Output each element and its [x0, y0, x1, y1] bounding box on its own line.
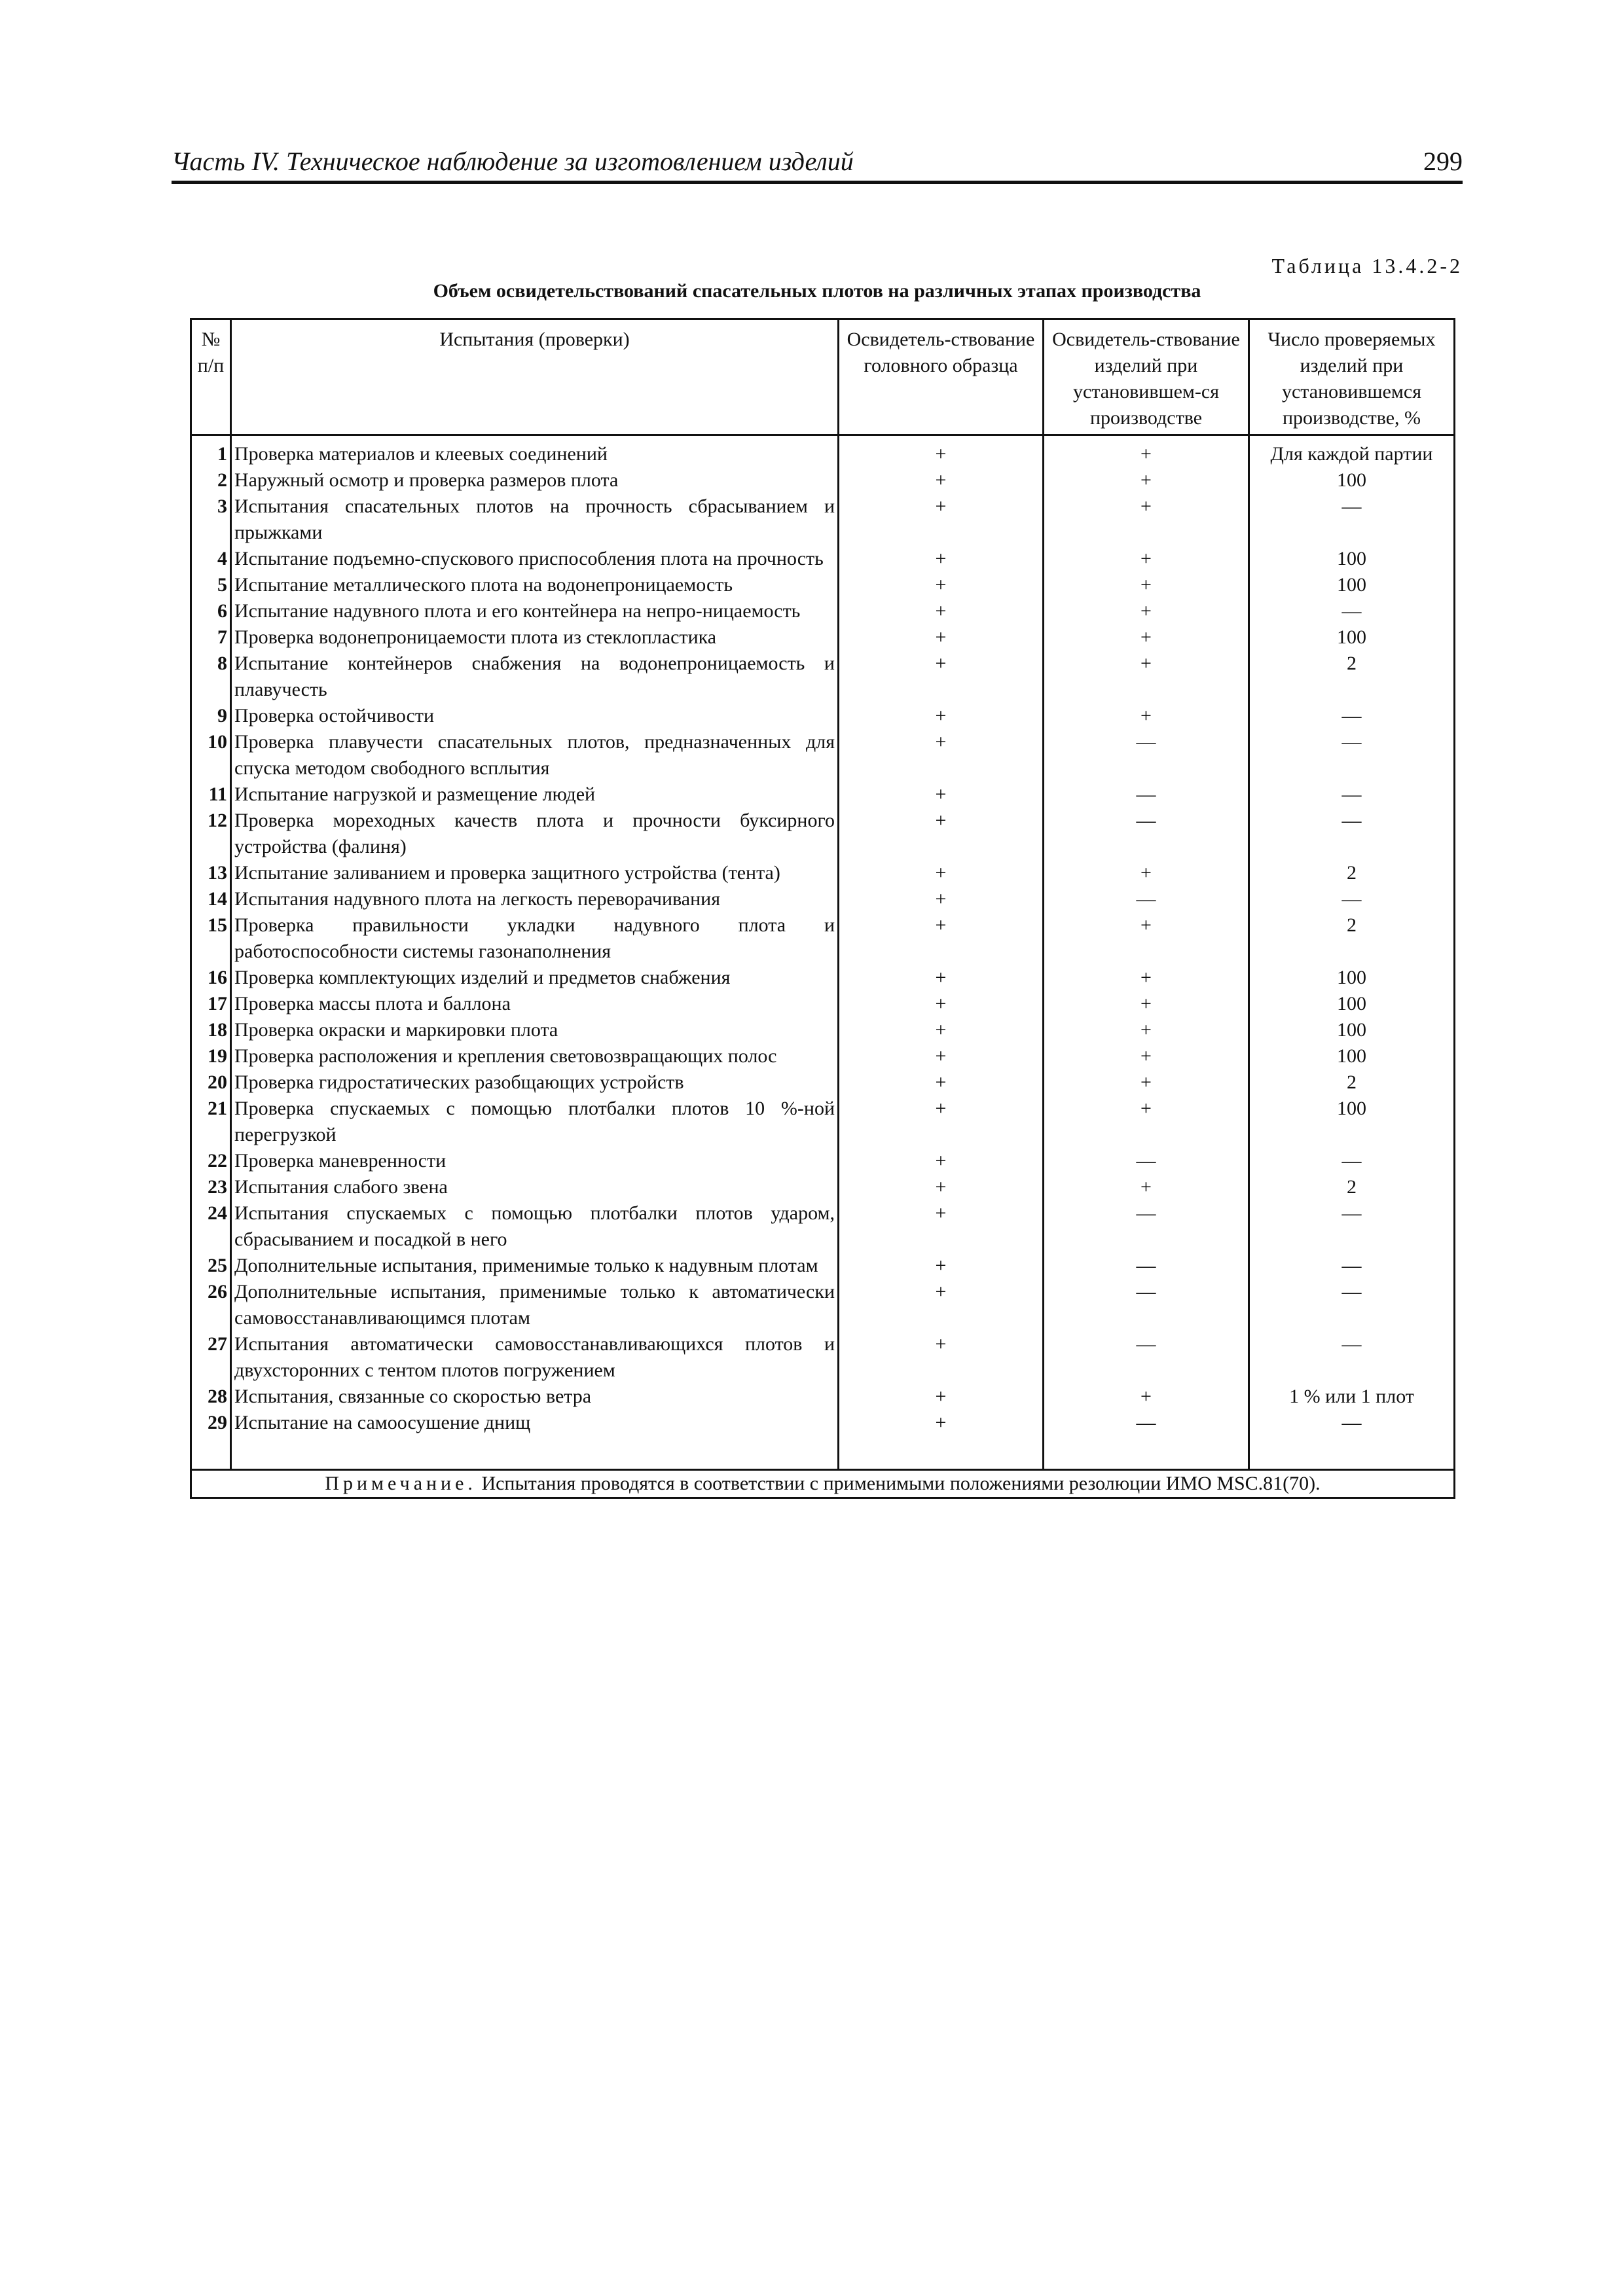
serial-mark: + [1044, 467, 1249, 493]
inspected-count: — [1249, 808, 1455, 860]
serial-mark: + [1044, 703, 1249, 729]
inspected-count: 2 [1249, 651, 1455, 703]
prototype-mark: + [839, 1043, 1044, 1069]
running-title: Часть IV. Техническое наблюдение за изготовлением изделий [172, 147, 854, 176]
table-row [191, 572, 1455, 598]
serial-mark: — [1044, 808, 1249, 860]
row-number: 25 [191, 1253, 231, 1279]
test-name: Испытание заливанием и проверка защитного устройства (тента) [231, 860, 839, 886]
test-name: Проверка расположения и крепления световозвращающих полос [231, 1043, 839, 1069]
inspected-count: 2 [1249, 1174, 1455, 1200]
prototype-mark: + [839, 860, 1044, 886]
test-name: Проверка остойчивости [231, 703, 839, 729]
row-number: 11 [191, 781, 231, 808]
table-row [191, 598, 1455, 624]
test-name: Испытания автоматически самовосстанавливающихся плотов и двухсторонних с тентом плотов погружением [231, 1331, 839, 1384]
prototype-mark: + [839, 1384, 1044, 1410]
table-row [191, 1148, 1455, 1174]
inspected-count: — [1249, 703, 1455, 729]
table-row [191, 729, 1455, 781]
inspected-count: 2 [1249, 912, 1455, 965]
col-header-prototype: Освидетель-ствование головного образца [839, 319, 1044, 435]
serial-mark: — [1044, 1200, 1249, 1253]
inspected-count: 1 % или 1 плот [1249, 1384, 1455, 1410]
row-number: 8 [191, 651, 231, 703]
table-header-row [191, 319, 1455, 435]
table-row [191, 651, 1455, 703]
inspected-count: — [1249, 598, 1455, 624]
table-row [191, 1200, 1455, 1253]
prototype-mark: + [839, 546, 1044, 572]
serial-mark: + [1044, 991, 1249, 1017]
col-header-tests: Испытания (проверки) [231, 319, 839, 435]
inspected-count: — [1249, 1253, 1455, 1279]
table-row [191, 781, 1455, 808]
inspected-count: 100 [1249, 1043, 1455, 1069]
col-header-no: № п/п [191, 319, 231, 435]
running-header [172, 141, 1463, 184]
prototype-mark: + [839, 1017, 1044, 1043]
table-number: Таблица 13.4.2-2 [1271, 254, 1463, 278]
row-number: 1 [191, 435, 231, 468]
inspected-count: — [1249, 1279, 1455, 1331]
row-number: 7 [191, 624, 231, 651]
table-row [191, 1331, 1455, 1384]
prototype-mark: + [839, 493, 1044, 546]
inspected-count: 100 [1249, 991, 1455, 1017]
test-name: Проверка массы плота и баллона [231, 991, 839, 1017]
serial-mark: — [1044, 1148, 1249, 1174]
test-name: Проверка маневренности [231, 1148, 839, 1174]
table-row [191, 624, 1455, 651]
row-number: 5 [191, 572, 231, 598]
prototype-mark: + [839, 703, 1044, 729]
prototype-mark: + [839, 1410, 1044, 1470]
row-number: 26 [191, 1279, 231, 1331]
test-name: Испытание металлического плота на водонепроницаемость [231, 572, 839, 598]
row-number: 16 [191, 965, 231, 991]
prototype-mark: + [839, 651, 1044, 703]
table-row [191, 1043, 1455, 1069]
test-name: Испытания спасательных плотов на прочность сбрасыванием и прыжками [231, 493, 839, 546]
serial-mark: + [1044, 598, 1249, 624]
row-number: 21 [191, 1096, 231, 1148]
inspected-count: — [1249, 493, 1455, 546]
table-row [191, 1279, 1455, 1331]
prototype-mark: + [839, 965, 1044, 991]
row-number: 20 [191, 1069, 231, 1096]
serial-mark: + [1044, 912, 1249, 965]
test-name: Проверка окраски и маркировки плота [231, 1017, 839, 1043]
table-row [191, 1174, 1455, 1200]
table-row [191, 965, 1455, 991]
prototype-mark: + [839, 1279, 1044, 1331]
prototype-mark: + [839, 886, 1044, 912]
row-number: 18 [191, 1017, 231, 1043]
inspected-count: — [1249, 1200, 1455, 1253]
test-name: Испытания спускаемых с помощью плотбалки плотов ударом, сбрасыванием и посадкой в него [231, 1200, 839, 1253]
row-number: 24 [191, 1200, 231, 1253]
row-number: 12 [191, 808, 231, 860]
inspected-count: — [1249, 1410, 1455, 1470]
row-number: 6 [191, 598, 231, 624]
serial-mark: + [1044, 1043, 1249, 1069]
serial-mark: + [1044, 493, 1249, 546]
col-header-count: Число проверяемых изделий при установившемся производстве, % [1249, 319, 1455, 435]
row-number: 10 [191, 729, 231, 781]
prototype-mark: + [839, 598, 1044, 624]
prototype-mark: + [839, 729, 1044, 781]
prototype-mark: + [839, 808, 1044, 860]
prototype-mark: + [839, 781, 1044, 808]
table-row [191, 912, 1455, 965]
row-number: 13 [191, 860, 231, 886]
table-row [191, 860, 1455, 886]
test-name: Проверка мореходных качеств плота и прочности буксирного устройства (фалиня) [231, 808, 839, 860]
row-number: 3 [191, 493, 231, 546]
table-row [191, 435, 1455, 468]
prototype-mark: + [839, 467, 1044, 493]
table-row [191, 703, 1455, 729]
table-row [191, 1069, 1455, 1096]
prototype-mark: + [839, 1174, 1044, 1200]
serial-mark: + [1044, 1096, 1249, 1148]
row-number: 4 [191, 546, 231, 572]
serial-mark: + [1044, 860, 1249, 886]
test-name: Испытания надувного плота на легкость переворачивания [231, 886, 839, 912]
note-label: Примечание. [325, 1473, 477, 1494]
inspected-count: — [1249, 781, 1455, 808]
prototype-mark: + [839, 1253, 1044, 1279]
serial-mark: — [1044, 729, 1249, 781]
test-name: Проверка правильности укладки надувного плота и работоспособности системы газонаполнения [231, 912, 839, 965]
table-row [191, 546, 1455, 572]
serial-mark: — [1044, 1410, 1249, 1470]
inspected-count: — [1249, 886, 1455, 912]
serial-mark: + [1044, 1069, 1249, 1096]
serial-mark: + [1044, 965, 1249, 991]
test-name: Наружный осмотр и проверка размеров плота [231, 467, 839, 493]
test-name: Проверка спускаемых с помощью плотбалки плотов 10 %-ной перегрузкой [231, 1096, 839, 1148]
serial-mark: + [1044, 546, 1249, 572]
test-name: Проверка плавучести спасательных плотов, предназначенных для спуска методом свободного всплытия [231, 729, 839, 781]
note [191, 1470, 1455, 1498]
serial-mark: + [1044, 1017, 1249, 1043]
row-number: 2 [191, 467, 231, 493]
test-name: Дополнительные испытания, применимые только к автоматически самовосстанавливающимся плотам [231, 1279, 839, 1331]
inspected-count: Для каждой партии [1249, 435, 1455, 468]
inspected-count: 100 [1249, 1096, 1455, 1148]
inspected-count: 100 [1249, 572, 1455, 598]
row-number: 15 [191, 912, 231, 965]
page-number: 299 [1423, 147, 1463, 176]
test-name: Проверка водонепроницаемости плота из стеклопластика [231, 624, 839, 651]
prototype-mark: + [839, 1096, 1044, 1148]
test-name: Испытание на самоосушение днищ [231, 1410, 839, 1470]
table-row [191, 886, 1455, 912]
prototype-mark: + [839, 1331, 1044, 1384]
row-number: 19 [191, 1043, 231, 1069]
test-name: Дополнительные испытания, применимые только к надувным плотам [231, 1253, 839, 1279]
table-row [191, 467, 1455, 493]
prototype-mark: + [839, 991, 1044, 1017]
inspected-count: 100 [1249, 965, 1455, 991]
test-name: Проверка материалов и клеевых соединений [231, 435, 839, 468]
serial-mark: + [1044, 624, 1249, 651]
table-row [191, 1384, 1455, 1410]
test-name: Испытания слабого звена [231, 1174, 839, 1200]
prototype-mark: + [839, 1148, 1044, 1174]
test-name: Испытание контейнеров снабжения на водонепроницаемость и плавучесть [231, 651, 839, 703]
row-number: 9 [191, 703, 231, 729]
test-name: Проверка гидростатических разобщающих устройств [231, 1069, 839, 1096]
serial-mark: — [1044, 1331, 1249, 1384]
inspected-count: 100 [1249, 1017, 1455, 1043]
survey-table [190, 318, 1455, 1499]
note-text: Испытания проводятся в соответствии с применимыми положениями резолюции ИМО MSC.81(70). [481, 1473, 1321, 1494]
serial-mark: + [1044, 1174, 1249, 1200]
inspected-count: 2 [1249, 860, 1455, 886]
serial-mark: — [1044, 781, 1249, 808]
serial-mark: — [1044, 886, 1249, 912]
serial-mark: + [1044, 435, 1249, 468]
row-number: 27 [191, 1331, 231, 1384]
inspected-count: 100 [1249, 467, 1455, 493]
prototype-mark: + [839, 572, 1044, 598]
inspected-count: 2 [1249, 1069, 1455, 1096]
test-name: Испытание нагрузкой и размещение людей [231, 781, 839, 808]
serial-mark: + [1044, 1384, 1249, 1410]
inspected-count: — [1249, 729, 1455, 781]
test-name: Испытание подъемно-спускового приспособления плота на прочность [231, 546, 839, 572]
table-row [191, 1410, 1455, 1470]
inspected-count: — [1249, 1331, 1455, 1384]
serial-mark: — [1044, 1253, 1249, 1279]
serial-mark: + [1044, 572, 1249, 598]
serial-mark: + [1044, 651, 1249, 703]
row-number: 14 [191, 886, 231, 912]
table-row [191, 808, 1455, 860]
inspected-count: 100 [1249, 546, 1455, 572]
row-number: 17 [191, 991, 231, 1017]
table-row [191, 1253, 1455, 1279]
row-number: 23 [191, 1174, 231, 1200]
row-number: 29 [191, 1410, 231, 1470]
prototype-mark: + [839, 1069, 1044, 1096]
serial-mark: — [1044, 1279, 1249, 1331]
table-row [191, 1017, 1455, 1043]
col-header-serial: Освидетель-ствование изделий при установившем-ся производстве [1044, 319, 1249, 435]
note-row [191, 1470, 1455, 1498]
inspected-count: 100 [1249, 624, 1455, 651]
test-name: Проверка комплектующих изделий и предметов снабжения [231, 965, 839, 991]
prototype-mark: + [839, 435, 1044, 468]
table-body [191, 435, 1455, 1470]
row-number: 22 [191, 1148, 231, 1174]
row-number: 28 [191, 1384, 231, 1410]
prototype-mark: + [839, 624, 1044, 651]
table-title: Объем освидетельствований спасательных плотов на различных этапах производства [433, 280, 1201, 302]
table-row [191, 1096, 1455, 1148]
table-row [191, 493, 1455, 546]
inspected-count: — [1249, 1148, 1455, 1174]
table-row [191, 991, 1455, 1017]
prototype-mark: + [839, 1200, 1044, 1253]
test-name: Испытание надувного плота и его контейнера на непро-ницаемость [231, 598, 839, 624]
test-name: Испытания, связанные со скоростью ветра [231, 1384, 839, 1410]
prototype-mark: + [839, 912, 1044, 965]
